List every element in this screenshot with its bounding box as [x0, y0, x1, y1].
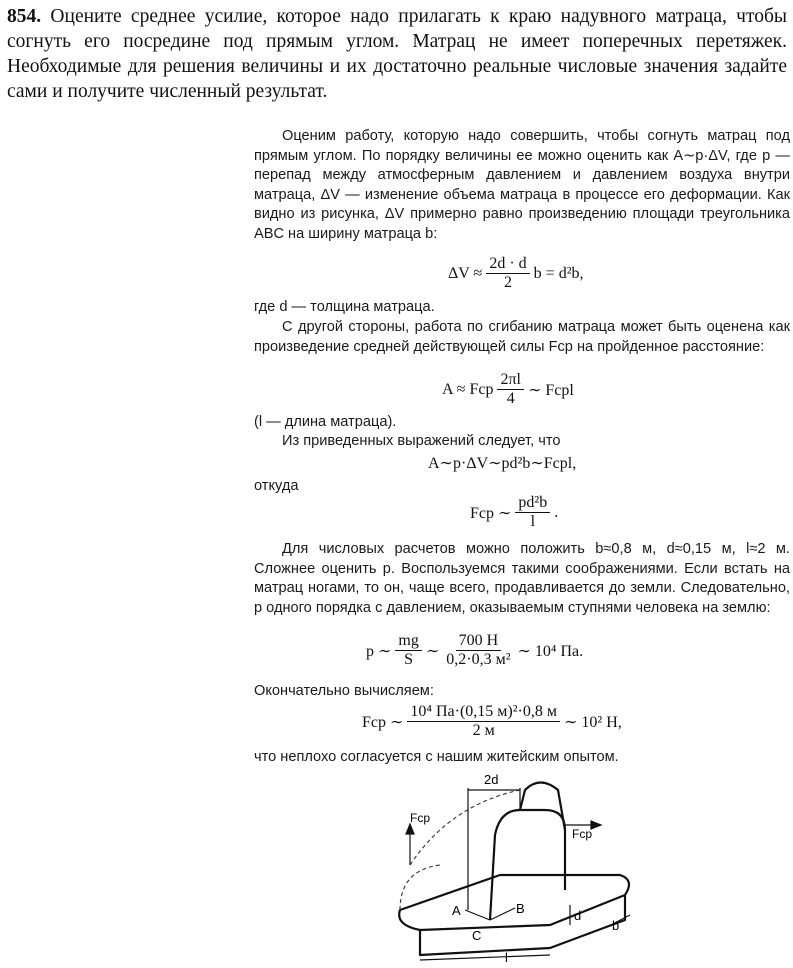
solution-paragraph-1: Оценим работу, которую надо совершить, чтобы согнуть матрац под прямым углом. По порядку величины ее можно оценить как A∼p·ΔV, где p — перепад между атмосферным давлением и давлением воздуха внутри матраца, ΔV — изменение объема матраца в процессе его деформации. Как видно из рисунка, ΔV примерно равно произведению площади треугольника ABC на ширину матраца b:: [254, 128, 790, 242]
formula-final-rhs: ∼ 10² Н,: [564, 713, 622, 731]
dim-l: [420, 955, 550, 960]
formula-pressure-numerator-1: mg: [395, 632, 421, 651]
label-2d: 2d: [484, 772, 499, 787]
formula-work-rhs: ∼ Fсрl: [527, 381, 574, 399]
formula-force: [470, 494, 558, 531]
formula-pressure-fraction-2: [443, 632, 513, 669]
mattress-figure: [380, 770, 640, 965]
triangle-bc: [490, 908, 515, 920]
arc-dashed: [410, 790, 520, 865]
formula-work-numerator: 2πl: [497, 371, 524, 390]
formula-delta-v-numerator: 2d · d: [486, 255, 529, 274]
mattress-vertical-part: [490, 810, 565, 920]
formula-work: [442, 371, 574, 408]
formula-final: [362, 703, 622, 740]
solution-paragraph-7: Для числовых расчетов можно положить b≈0,8 м, d≈0,15 м, l≈2 м. Сложнее оценить p. Воспользуемся такими соображениями. Если встать на матрац ногами, то он, чаще всего, продавливается до земли. Следовательно, p одного порядка с давлением, оказываемым ступнями человека на землю:: [254, 541, 790, 616]
label-thickness-d: d: [574, 908, 582, 923]
formula-final-lhs: Fср ∼: [362, 713, 404, 731]
formula-final-fraction: [407, 703, 560, 740]
formula-delta-v: [448, 255, 584, 292]
formula-pressure-denominator-2: 0,2·0,3 м²: [446, 651, 511, 668]
formula-force-rhs: .: [554, 503, 559, 521]
formula-force-denominator: l: [530, 513, 536, 530]
mattress-flat-part: [399, 875, 629, 930]
force-arrowhead-vertical: [406, 824, 414, 834]
formula-work-lhs: A ≈ Fср: [442, 380, 494, 398]
formula-pressure-lhs: p ∼: [366, 642, 392, 660]
formula-final-numerator: 10⁴ Па·(0,15 м)²·0,8 м: [407, 703, 560, 722]
formula-work-fraction: [497, 371, 524, 408]
label-point-c: C: [472, 928, 482, 943]
force-arrowhead-horizontal: [591, 821, 601, 829]
problem-text: Оцените среднее усилие, которое надо прилагать к краю надувного матраца, чтобы согнуть его посредине под прямым углом. Матрац не имеет поперечных перетяжек. Необходимые для решения величины и их достаточно реальные числовые значения задайте сами и получите численный результат.: [7, 6, 787, 102]
label-point-b: B: [516, 901, 525, 916]
problem-number: 854.: [7, 6, 42, 27]
formula-force-lhs: Fср ∼: [470, 504, 512, 522]
formula-pressure: [366, 632, 583, 669]
formula-force-fraction: [515, 494, 550, 531]
label-length-l: l: [505, 950, 508, 965]
formula-chain: A∼p·ΔV∼pd²b∼Fсрl,: [428, 455, 577, 472]
formula-delta-v-fraction: [486, 255, 529, 292]
solution-paragraph-8: Окончательно вычисляем:: [254, 683, 434, 699]
formula-delta-v-denominator: 2: [504, 274, 512, 291]
solution-paragraph-5: Из приведенных выражений следует, что: [282, 433, 561, 449]
solution-paragraph-4: (l — длина матраца).: [254, 414, 397, 430]
label-width-b: b: [612, 918, 620, 933]
formula-pressure-fraction-1: [395, 632, 421, 669]
mattress-vertical-back: [520, 783, 565, 831]
solution-paragraph-9: что неплохо согласуется с нашим житейским опытом.: [254, 749, 619, 765]
solution-paragraph-6: откуда: [254, 478, 299, 494]
formula-delta-v-rhs: b = d²b,: [533, 264, 584, 282]
formula-pressure-denominator-1: S: [404, 651, 414, 668]
formula-final-denominator: 2 м: [472, 722, 495, 739]
triangle-ac: [465, 910, 490, 920]
formula-pressure-rhs: ∼ 10⁴ Па.: [517, 642, 584, 660]
formula-force-numerator: pd²b: [515, 494, 550, 513]
label-force-vertical: Fср: [410, 811, 431, 825]
solution-paragraph-3: С другой стороны, работа по сгибанию матраца может быть оценена как произведение средней действующей силы Fср на пройденное расстояние:: [254, 319, 790, 355]
solution-paragraph-2: где d — толщина матраца.: [254, 299, 435, 315]
label-point-a: A: [452, 903, 461, 918]
formula-delta-v-lhs: ΔV ≈: [448, 264, 483, 282]
formula-pressure-numerator-2: 700 Н: [456, 632, 502, 651]
formula-work-denominator: 4: [506, 390, 515, 407]
label-force-horizontal: Fср: [572, 827, 593, 841]
formula-pressure-mid: ∼: [425, 642, 440, 660]
problem-statement: [7, 4, 787, 104]
